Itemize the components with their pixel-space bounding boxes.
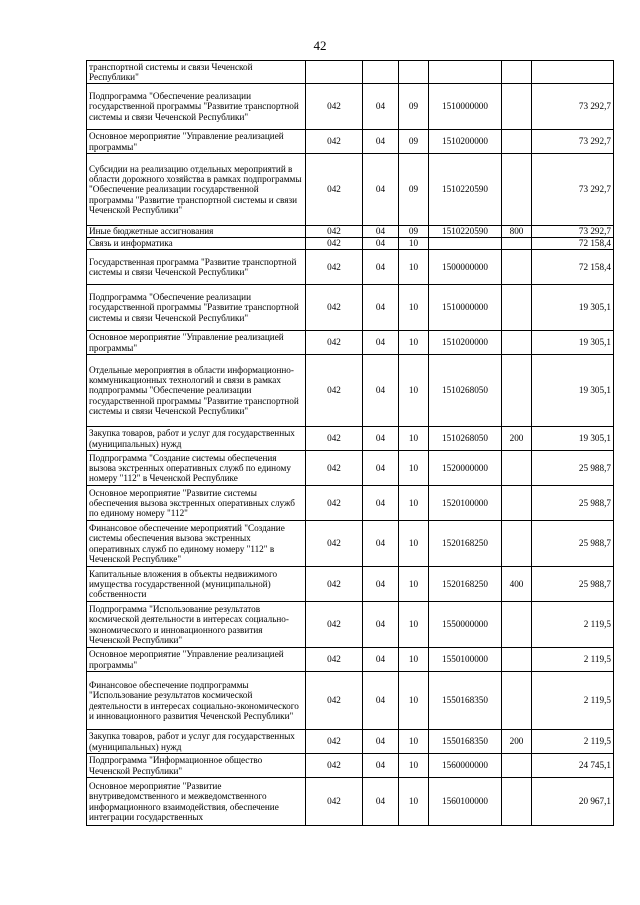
expense-type-cell [502,672,532,730]
target-article-cell: 1510220590 [429,226,502,238]
table-row [87,451,614,486]
subsection-code-cell: 10 [399,730,429,754]
section-code-cell: 04 [363,648,399,672]
subsection-code-cell: 10 [399,486,429,521]
amount-cell: 2 119,5 [532,672,614,730]
expense-type-cell [502,61,532,84]
section-code-cell: 04 [363,154,399,226]
subsection-code-cell: 09 [399,226,429,238]
subsection-code-cell: 10 [399,285,429,331]
ministry-code-cell: 042 [306,226,363,238]
expense-type-cell [502,154,532,226]
amount-cell [532,61,614,84]
row-name-cell: Подпрограмма "Информационное общество Чеченской Республики" [87,754,306,778]
section-code-cell: 04 [363,355,399,427]
table-row [87,61,614,84]
row-name-cell: Связь и информатика [87,238,306,250]
subsection-code-cell: 10 [399,355,429,427]
target-article-cell: 1510268050 [429,427,502,451]
subsection-code-cell: 09 [399,154,429,226]
table-row [87,602,614,648]
subsection-code-cell: 10 [399,567,429,602]
target-article-cell: 1510220590 [429,154,502,226]
section-code-cell: 04 [363,250,399,285]
table-row [87,754,614,778]
section-code-cell: 04 [363,486,399,521]
target-article-cell [429,238,502,250]
amount-cell: 2 119,5 [532,730,614,754]
section-code-cell: 04 [363,130,399,154]
amount-cell: 73 292,7 [532,226,614,238]
section-code-cell [363,61,399,84]
amount-cell: 24 745,1 [532,754,614,778]
subsection-code-cell: 10 [399,250,429,285]
expense-type-cell [502,521,532,567]
row-name-cell: Финансовое обеспечение подпрограммы "Использование результатов космической деятельности в интересах социально-экономического и инновационного развития Чеченской Республики" [87,672,306,730]
section-code-cell: 04 [363,451,399,486]
amount-cell: 73 292,7 [532,130,614,154]
target-article-cell: 1510000000 [429,285,502,331]
expense-type-cell: 400 [502,567,532,602]
expense-type-cell [502,285,532,331]
target-article-cell: 1510000000 [429,84,502,130]
expense-type-cell: 200 [502,427,532,451]
ministry-code-cell: 042 [306,754,363,778]
ministry-code-cell: 042 [306,84,363,130]
row-name-cell: Подпрограмма "Обеспечение реализации государственной программы "Развитие транспортной системы и связи Чеченской Республики" [87,285,306,331]
section-code-cell: 04 [363,331,399,355]
subsection-code-cell: 09 [399,84,429,130]
budget-table [86,60,614,826]
target-article-cell: 1560100000 [429,778,502,826]
section-code-cell: 04 [363,521,399,567]
expense-type-cell [502,778,532,826]
table-body [87,61,614,826]
expense-type-cell: 800 [502,226,532,238]
row-name-cell: Основное мероприятие "Управление реализацией программы" [87,331,306,355]
ministry-code-cell: 042 [306,130,363,154]
table-row [87,154,614,226]
table-row [87,778,614,826]
row-name-cell: Государственная программа "Развитие транспортной системы и связи Чеченской Республики" [87,250,306,285]
section-code-cell: 04 [363,567,399,602]
amount-cell: 19 305,1 [532,285,614,331]
subsection-code-cell: 10 [399,521,429,567]
subsection-code-cell [399,61,429,84]
expense-type-cell [502,602,532,648]
subsection-code-cell: 10 [399,602,429,648]
row-name-cell: Закупка товаров, работ и услуг для государственных (муниципальных) нужд [87,730,306,754]
section-code-cell: 04 [363,672,399,730]
target-article-cell: 1510268050 [429,355,502,427]
table-row [87,226,614,238]
amount-cell: 25 988,7 [532,486,614,521]
amount-cell: 2 119,5 [532,648,614,672]
expense-type-cell [502,84,532,130]
row-name-cell: Финансовое обеспечение мероприятий "Создание системы обеспечения вызова экстренных оперативных служб по единому номеру "112" в Чеченской Республике" [87,521,306,567]
section-code-cell: 04 [363,84,399,130]
ministry-code-cell: 042 [306,154,363,226]
amount-cell: 25 988,7 [532,567,614,602]
expense-type-cell [502,250,532,285]
subsection-code-cell: 10 [399,754,429,778]
expense-type-cell [502,355,532,427]
table-row [87,250,614,285]
subsection-code-cell: 10 [399,331,429,355]
row-name-cell: Подпрограмма "Создание системы обеспечения вызова экстренных оперативных служб по единому номеру "112" в Чеченской Республике [87,451,306,486]
subsection-code-cell: 10 [399,672,429,730]
ministry-code-cell: 042 [306,331,363,355]
section-code-cell: 04 [363,427,399,451]
subsection-code-cell: 09 [399,130,429,154]
ministry-code-cell: 042 [306,778,363,826]
target-article-cell: 1550168350 [429,672,502,730]
target-article-cell: 1510200000 [429,331,502,355]
expense-type-cell [502,331,532,355]
subsection-code-cell: 10 [399,778,429,826]
subsection-code-cell: 10 [399,451,429,486]
target-article-cell: 1560000000 [429,754,502,778]
ministry-code-cell: 042 [306,486,363,521]
target-article-cell: 1500000000 [429,250,502,285]
ministry-code-cell: 042 [306,602,363,648]
table-row [87,130,614,154]
amount-cell: 72 158,4 [532,238,614,250]
expense-type-cell: 200 [502,730,532,754]
table-row [87,427,614,451]
expense-type-cell [502,648,532,672]
amount-cell: 73 292,7 [532,154,614,226]
table-row [87,238,614,250]
amount-cell: 19 305,1 [532,427,614,451]
ministry-code-cell: 042 [306,672,363,730]
ministry-code-cell: 042 [306,355,363,427]
row-name-cell: транспортной системы и связи Чеченской Республики" [87,61,306,84]
expense-type-cell [502,238,532,250]
target-article-cell: 1510200000 [429,130,502,154]
amount-cell: 19 305,1 [532,331,614,355]
expense-type-cell [502,130,532,154]
row-name-cell: Основное мероприятие "Развитие системы обеспечения вызова экстренных оперативных служб по единому номеру "112" [87,486,306,521]
page-number: 42 [313,38,327,53]
table-row [87,355,614,427]
ministry-code-cell: 042 [306,427,363,451]
ministry-code-cell: 042 [306,567,363,602]
target-article-cell: 1520100000 [429,486,502,521]
ministry-code-cell: 042 [306,285,363,331]
section-code-cell: 04 [363,285,399,331]
table-row [87,331,614,355]
amount-cell: 19 305,1 [532,355,614,427]
section-code-cell: 04 [363,778,399,826]
target-article-cell: 1550100000 [429,648,502,672]
table-row [87,84,614,130]
ministry-code-cell: 042 [306,250,363,285]
row-name-cell: Закупка товаров, работ и услуг для государственных (муниципальных) нужд [87,427,306,451]
target-article-cell: 1520000000 [429,451,502,486]
row-name-cell: Капитальные вложения в объекты недвижимого имущества государственной (муниципальной) собственности [87,567,306,602]
expense-type-cell [502,451,532,486]
row-name-cell: Основное мероприятие "Развитие внутриведомственного и межведомственного информационного взаимодействия, обеспечение интеграции государственных [87,778,306,826]
table-row [87,672,614,730]
table-row [87,486,614,521]
ministry-code-cell: 042 [306,730,363,754]
amount-cell: 25 988,7 [532,521,614,567]
section-code-cell: 04 [363,730,399,754]
ministry-code-cell: 042 [306,451,363,486]
section-code-cell: 04 [363,754,399,778]
ministry-code-cell: 042 [306,238,363,250]
amount-cell: 20 967,1 [532,778,614,826]
section-code-cell: 04 [363,602,399,648]
row-name-cell: Иные бюджетные ассигнования [87,226,306,238]
ministry-code-cell: 042 [306,648,363,672]
table-row [87,521,614,567]
row-name-cell: Подпрограмма "Обеспечение реализации государственной программы "Развитие транспортной системы и связи Чеченской Республики" [87,84,306,130]
ministry-code-cell [306,61,363,84]
table-row [87,730,614,754]
ministry-code-cell: 042 [306,521,363,567]
table-row [87,567,614,602]
table-row [87,285,614,331]
row-name-cell: Субсидии на реализацию отдельных мероприятий в области дорожного хозяйства в рамках подпрограммы "Обеспечение реализации государственной программы "Развитие транспортной системы и связи Чеченской Республики" [87,154,306,226]
amount-cell: 73 292,7 [532,84,614,130]
row-name-cell: Основное мероприятие "Управление реализацией программы" [87,648,306,672]
subsection-code-cell: 10 [399,238,429,250]
subsection-code-cell: 10 [399,427,429,451]
target-article-cell: 1520168250 [429,567,502,602]
amount-cell: 2 119,5 [532,602,614,648]
subsection-code-cell: 10 [399,648,429,672]
target-article-cell [429,61,502,84]
section-code-cell: 04 [363,226,399,238]
row-name-cell: Отдельные мероприятия в области информационно-коммуникационных технологий и связи в рамках подпрограммы "Обеспечение реализации государственной программы "Развитие транспортной системы и связи Чеченской Республики" [87,355,306,427]
target-article-cell: 1550000000 [429,602,502,648]
amount-cell: 25 988,7 [532,451,614,486]
target-article-cell: 1520168250 [429,521,502,567]
amount-cell: 72 158,4 [532,250,614,285]
row-name-cell: Подпрограмма "Использование результатов космической деятельности в интересах социально-экономического и инновационного развития Чеченской Республики" [87,602,306,648]
row-name-cell: Основное мероприятие "Управление реализацией программы" [87,130,306,154]
expense-type-cell [502,754,532,778]
section-code-cell: 04 [363,238,399,250]
expense-type-cell [502,486,532,521]
target-article-cell: 1550168350 [429,730,502,754]
table-row [87,648,614,672]
